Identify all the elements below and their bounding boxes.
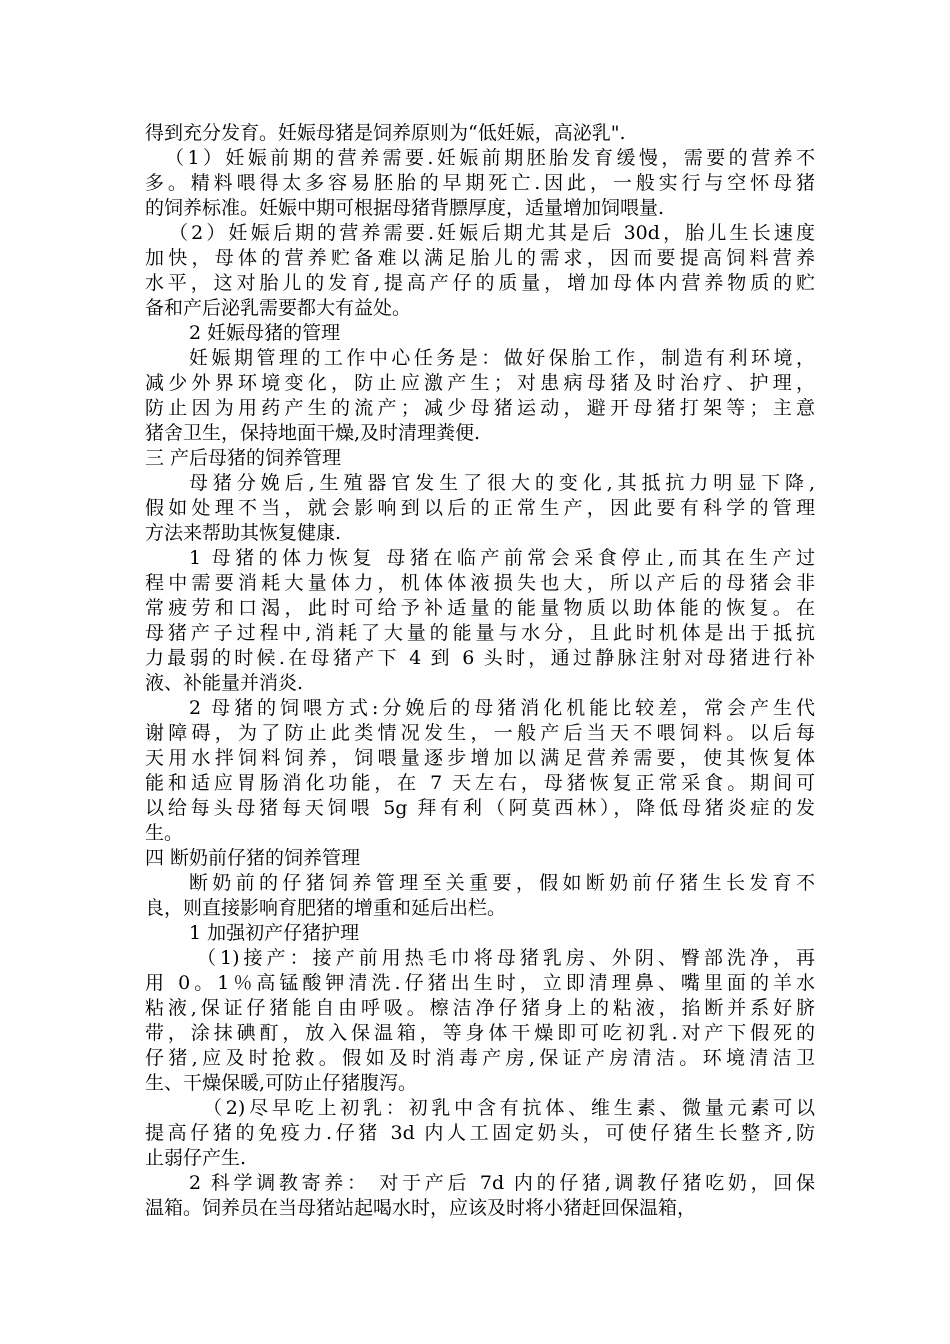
text-line: 妊娠期管理的工作中心任务是：做好保胎工作，制造有利环境， (189, 347, 815, 369)
text-line: 备和产后泌乳需要都大有益处。 (145, 297, 412, 319)
text-line: 用 0。1％高锰酸钾清洗.仔猪出生时，立即清理鼻、嘴里面的羊水 (145, 972, 815, 994)
text-line: 方法来帮助其恢复健康. (145, 522, 342, 544)
text-line: 母猪产子过程中,消耗了大量的能量与水分，且此时机体是出于抵抗 (145, 622, 815, 644)
text-line: 2 科学调教寄养： 对于产后 7d 内的仔猪,调教仔猪吃奶，回保 (189, 1172, 815, 1194)
text-line: 减少外界环境变化，防止应激产生；对患病母猪及时治疗、护理， (145, 372, 815, 394)
text-line: 谢障碍，为了防止此类情况发生，一般产后当天不喂饲料。以后每 (145, 722, 815, 744)
text-line: 1 母猪的体力恢复 母猪在临产前常会采食停止,而其在生产过 (189, 547, 815, 569)
section-heading: 1 加强初产仔猪护理 (189, 922, 360, 944)
text-line: （2)尽早吃上初乳：初乳中含有抗体、维生素、微量元素可以 (203, 1097, 815, 1119)
text-line: 温箱。饲养员在当母猪站起喝水时，应该及时将小猪赶回保温箱， (145, 1197, 697, 1219)
text-line: 仔猪,应及时抢救。假如及时消毒产房,保证产房清洁。环境清洁卫 (145, 1047, 815, 1069)
text-line: 2 母猪的饲喂方式:分娩后的母猪消化机能比较差，常会产生代 (189, 697, 815, 719)
text-line: 带，涂抹碘酊，放入保温箱，等身体干燥即可吃初乳.对产下假死的 (145, 1022, 815, 1044)
text-line: （1）妊娠前期的营养需要.妊娠前期胚胎发育缓慢，需要的营养不 (165, 147, 815, 169)
text-line: 以给每头母猪每天饲喂 5g 拜有利（阿莫西林），降低母猪炎症的发 (145, 797, 815, 819)
text-line: 水平，这对胎儿的发育,提高产仔的质量，增加母体内营养物质的贮 (145, 272, 815, 294)
text-line: 良，则直接影响育肥猪的增重和延后出栏。 (145, 897, 507, 919)
text-line: 断奶前的仔猪饲养管理至关重要，假如断奶前仔猪生长发育不 (189, 872, 815, 894)
text-line: 粘液,保证仔猪能自由呼吸。檫洁净仔猪身上的粘液，掐断并系好脐 (145, 997, 815, 1019)
section-heading: 四 断奶前仔猪的饲养管理 (145, 847, 361, 869)
text-line: 生、干燥保暖,可防止仔猪腹泻。 (145, 1072, 418, 1094)
section-heading: 三 产后母猪的饲养管理 (145, 447, 342, 469)
text-line: 程中需要消耗大量体力，机体体液损失也大，所以产后的母猪会非 (145, 572, 815, 594)
text-line: 假如处理不当，就会影响到以后的正常生产，因此要有科学的管理 (145, 497, 815, 519)
text-line: （2）妊娠后期的营养需要.妊娠后期尤其是后 30d，胎儿生长速度 (169, 222, 815, 244)
text-line: 液、补能量并消炎. (145, 672, 304, 694)
text-line: 加快，母体的营养贮备难以满足胎儿的需求，因而要提高饲料营养 (145, 247, 815, 269)
text-line: 提高仔猪的免疫力.仔猪 3d 内人工固定奶头，可使仔猪生长整齐,防 (145, 1122, 815, 1144)
text-line: 力最弱的时候.在母猪产下 4 到 6 头时，通过静脉注射对母猪进行补 (145, 647, 815, 669)
text-line: 生。 (145, 822, 184, 844)
text-line: 天用水拌饲料饲养，饲喂量逐步增加以满足营养需要，使其恢复体 (145, 747, 815, 769)
text-line: 防止因为用药产生的流产；减少母猪运动，避开母猪打架等；主意 (145, 397, 815, 419)
text-line: 常疲劳和口渴，此时可给予补适量的能量物质以助体能的恢复。在 (145, 597, 815, 619)
text-line: 得到充分发育。妊娠母猪是饲养原则为“低妊娠，高泌乳". (145, 122, 626, 144)
text-line: （1)接产：接产前用热毛巾将母猪乳房、外阴、臀部洗净，再 (197, 947, 815, 969)
text-line: 的饲养标准。妊娠中期可根据母猪背膘厚度，适量增加饲喂量. (145, 197, 665, 219)
text-line: 止弱仔产生. (145, 1147, 247, 1169)
text-line: 多。精料喂得太多容易胚胎的早期死亡.因此，一般实行与空怀母猪 (145, 172, 815, 194)
text-line: 能和适应胃肠消化功能，在 7 天左右，母猪恢复正常采食。期间可 (145, 772, 815, 794)
section-heading: 2 妊娠母猪的管理 (189, 322, 341, 344)
text-line: 母猪分娩后,生殖器官发生了很大的变化,其抵抗力明显下降, (189, 472, 815, 494)
text-line: 猪舍卫生，保持地面干燥,及时清理粪便. (145, 422, 481, 444)
